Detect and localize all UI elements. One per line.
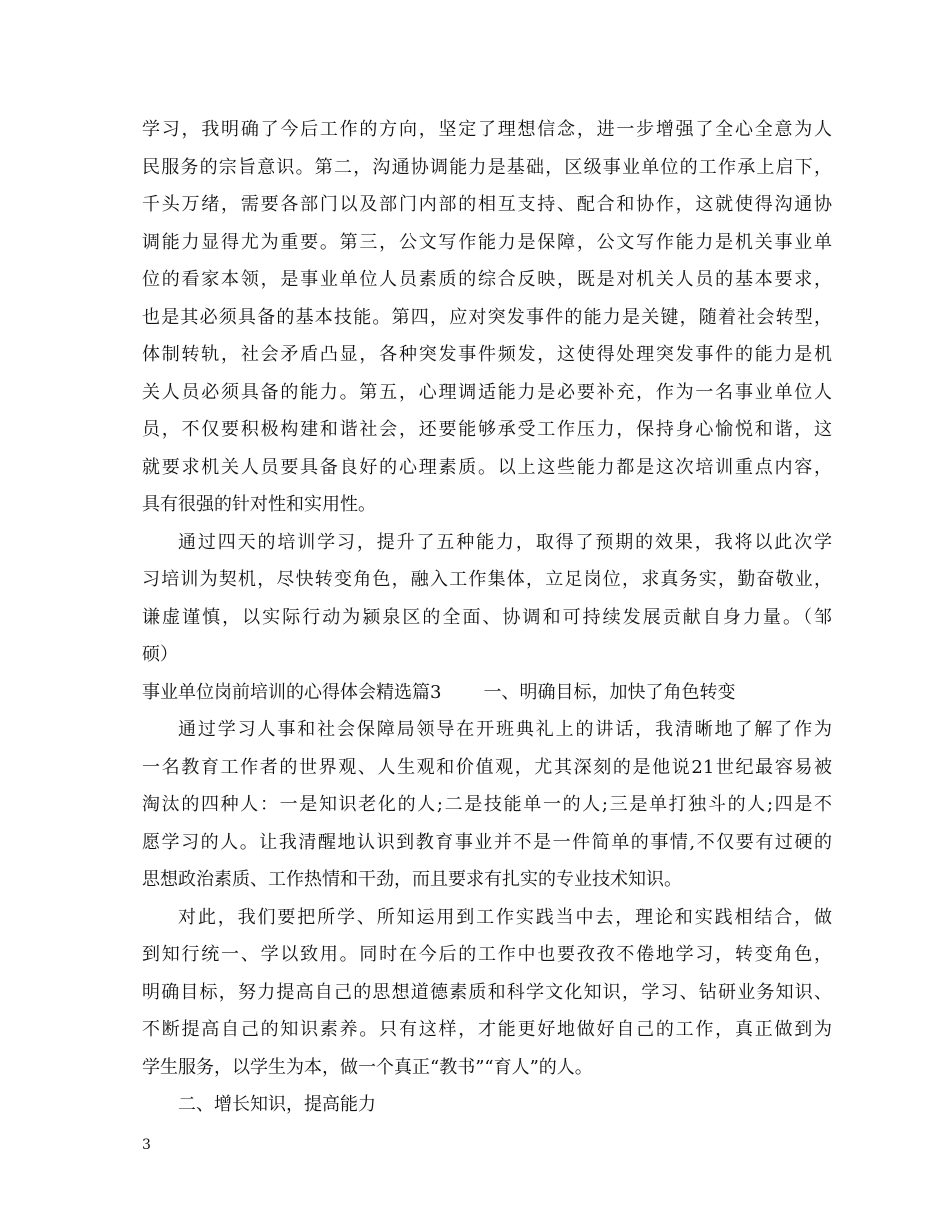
text-line: 通过四天的培训学习，提升了五种能力，取得了预期的效果，我将以此次学 xyxy=(178,532,832,553)
text-line: 学生服务，以学生为本，做一个真正“教书”“育人”的人。 xyxy=(142,1057,593,1078)
section-subtitle: 一、明确目标，加快了角色转变 xyxy=(483,682,736,703)
section-heading xyxy=(142,681,735,705)
text-line: 也是其必须具备的基本技能。第四，应对突发事件的能力是关键，随着社会转型， xyxy=(142,307,832,328)
text-line: 就要求机关人员要具备良好的心理素质。以上这些能力都是这次培训重点内容， xyxy=(142,457,832,478)
text-line: 员，不仅要积极构建和谐社会，还要能够承受工作压力，保持身心愉悦和谐，这 xyxy=(142,419,832,440)
text-line: 关人员必须具备的能力。第五，心理调适能力是必要补充，作为一名事业单位人 xyxy=(142,382,832,403)
text-line: 民服务的宗旨意识。第二，沟通协调能力是基础，区级事业单位的工作承上启下， xyxy=(142,157,832,178)
text-line: 千头万绪，需要各部门以及部门内部的相互支持、配合和协作，这就使得沟通协 xyxy=(142,194,832,215)
section-title: 事业单位岗前培训的心得体会精选篇3 xyxy=(142,682,442,703)
text-line: 体制转轨，社会矛盾凸显，各种突发事件频发，这使得处理突发事件的能力是机 xyxy=(142,344,832,365)
text-line: 位的看家本领，是事业单位人员素质的综合反映，既是对机关人员的基本要求， xyxy=(142,269,832,290)
text-line: 对此，我们要把所学、所知运用到工作实践当中去，理论和实践相结合，做 xyxy=(178,907,832,928)
text-line: 不断提高自己的知识素养。只有这样，才能更好地做好自己的工作，真正做到为 xyxy=(142,1019,832,1040)
text-line: 硕） xyxy=(142,644,178,665)
text-line: 习培训为契机，尽快转变角色，融入工作集体，立足岗位，求真务实，勤奋敬业， xyxy=(142,569,832,590)
text-line: 一名教育工作者的世界观、人生观和价值观，尤其深刻的是他说21世纪最容易被 xyxy=(142,757,832,778)
page-number: 3 xyxy=(142,1137,151,1153)
text-line: 具有很强的针对性和实用性。 xyxy=(142,494,376,515)
text-line: 学习，我明确了今后工作的方向，坚定了理想信念，进一步增强了全心全意为人 xyxy=(142,119,832,140)
text-line: 愿学习的人。让我清醒地认识到教育事业并不是一件简单的事情,不仅要有过硬的 xyxy=(142,832,832,853)
text-line: 淘汰的四种人：一是知识老化的人;二是技能单一的人;三是单打独斗的人;四是不 xyxy=(142,794,832,815)
subheading: 二、增长知识，提高能力 xyxy=(178,1094,376,1115)
text-line: 谦虚谨慎，以实际行动为颍泉区的全面、协调和可持续发展贡献自身力量。（邹 xyxy=(142,607,832,628)
text-line: 明确目标，努力提高自己的思想道德素质和科学文化知识，学习、钻研业务知识、 xyxy=(142,982,832,1003)
text-line: 到知行统一、学以致用。同时在今后的工作中也要孜孜不倦地学习，转变角色， xyxy=(142,944,832,965)
text-line: 思想政治素质、工作热情和干劲，而且要求有扎实的专业技术知识。 xyxy=(142,869,682,890)
text-line: 通过学习人事和社会保障局领导在开班典礼上的讲话，我清晰地了解了作为 xyxy=(178,719,832,740)
text-line: 调能力显得尤为重要。第三，公文写作能力是保障，公文写作能力是机关事业单 xyxy=(142,232,832,253)
